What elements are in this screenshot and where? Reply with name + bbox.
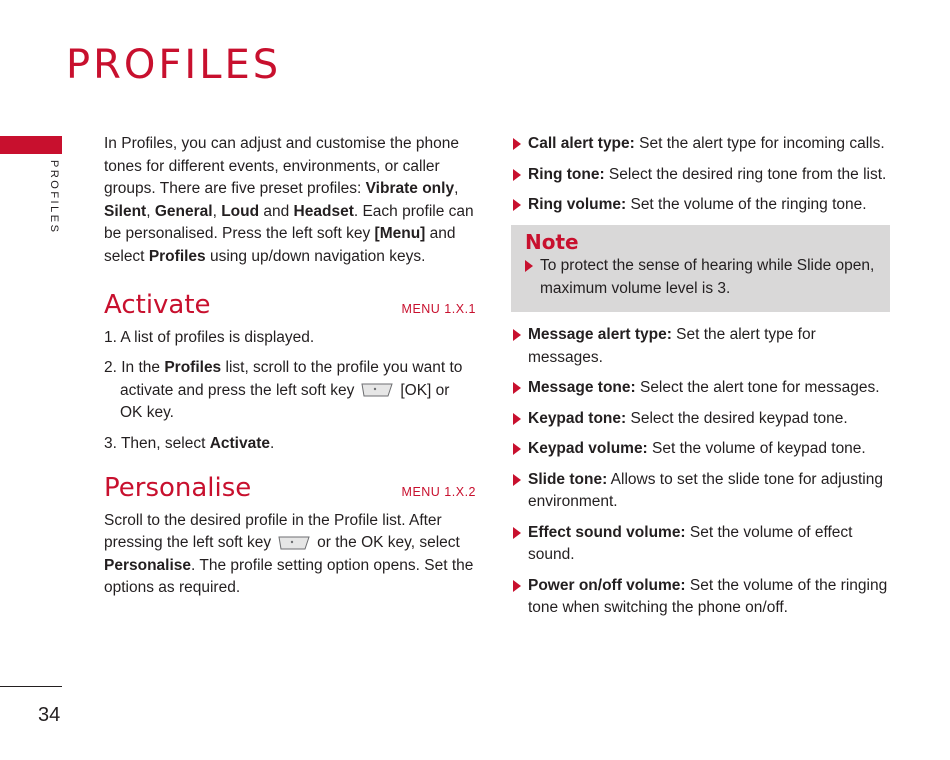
page-title: PROFILES bbox=[66, 42, 282, 88]
option-call-alert-type: Call alert type: Set the alert type for incoming calls. bbox=[513, 133, 888, 156]
option-message-tone: Message tone: Select the alert tone for messages. bbox=[513, 377, 888, 400]
option-ring-tone: Ring tone: Select the desired ring tone from the list. bbox=[513, 164, 888, 187]
right-column bbox=[513, 133, 888, 628]
left-soft-key-icon bbox=[360, 382, 394, 398]
left-column bbox=[104, 133, 476, 600]
triangle-bullet-icon bbox=[513, 443, 521, 455]
personalise-menu-code: MENU 1.X.2 bbox=[401, 485, 476, 499]
page-number-rule bbox=[0, 686, 62, 687]
triangle-bullet-icon bbox=[513, 382, 521, 394]
triangle-bullet-icon bbox=[513, 329, 521, 341]
option-message-alert-type: Message alert type: Set the alert type for messages. bbox=[513, 324, 888, 369]
option-keypad-volume: Keypad volume: Set the volume of keypad tone. bbox=[513, 438, 888, 461]
triangle-bullet-icon bbox=[513, 169, 521, 181]
triangle-bullet-icon bbox=[513, 474, 521, 486]
activate-heading bbox=[104, 290, 476, 321]
option-power-on-off-volume: Power on/off volume: Set the volume of the ringing tone when switching the phone on/off. bbox=[513, 575, 888, 620]
personalise-title: Personalise bbox=[104, 473, 252, 503]
left-soft-key-icon bbox=[277, 535, 311, 551]
note-item: To protect the sense of hearing while Slide open, maximum volume level is 3. bbox=[525, 255, 876, 300]
activate-step-2: 2. In the Profiles list, scroll to the profile you want to activate and press the left soft key [OK] or OK key. bbox=[104, 359, 463, 421]
triangle-bullet-icon bbox=[525, 260, 533, 272]
personalise-paragraph: Scroll to the desired profile in the Profile list. After pressing the left soft key or the OK key, select Personalise. The profile setting option opens. Set the options as required. bbox=[104, 511, 474, 596]
activate-title: Activate bbox=[104, 290, 211, 320]
triangle-bullet-icon bbox=[513, 138, 521, 150]
personalise-heading bbox=[104, 473, 476, 504]
activate-step-1: 1. A list of profiles is displayed. bbox=[104, 328, 315, 346]
triangle-bullet-icon bbox=[513, 527, 521, 539]
side-section-label: PROFILES bbox=[48, 160, 60, 235]
option-slide-tone: Slide tone: Allows to set the slide tone for adjusting environment. bbox=[513, 469, 888, 514]
triangle-bullet-icon bbox=[513, 199, 521, 211]
intro-paragraph: In Profiles, you can adjust and customise the phone tones for different events, environments, or caller groups. There are five preset profiles: Vibrate only, Silent, General, Loud and Headset. Each profile can be personalised. Press the left soft key [Menu] and select Profiles using up/down navigation keys. bbox=[104, 135, 474, 265]
option-ring-volume: Ring volume: Set the volume of the ringing tone. bbox=[513, 194, 888, 217]
activate-step-3: 3. Then, select Activate. bbox=[104, 434, 275, 452]
option-effect-sound-volume: Effect sound volume: Set the volume of effect sound. bbox=[513, 522, 888, 567]
activate-menu-code: MENU 1.X.1 bbox=[401, 302, 476, 316]
note-box bbox=[511, 225, 890, 313]
triangle-bullet-icon bbox=[513, 580, 521, 592]
option-keypad-tone: Keypad tone: Select the desired keypad tone. bbox=[513, 408, 888, 431]
note-title: Note bbox=[525, 229, 579, 254]
page-number: 34 bbox=[38, 704, 61, 726]
triangle-bullet-icon bbox=[513, 413, 521, 425]
side-tab-marker bbox=[0, 136, 62, 154]
